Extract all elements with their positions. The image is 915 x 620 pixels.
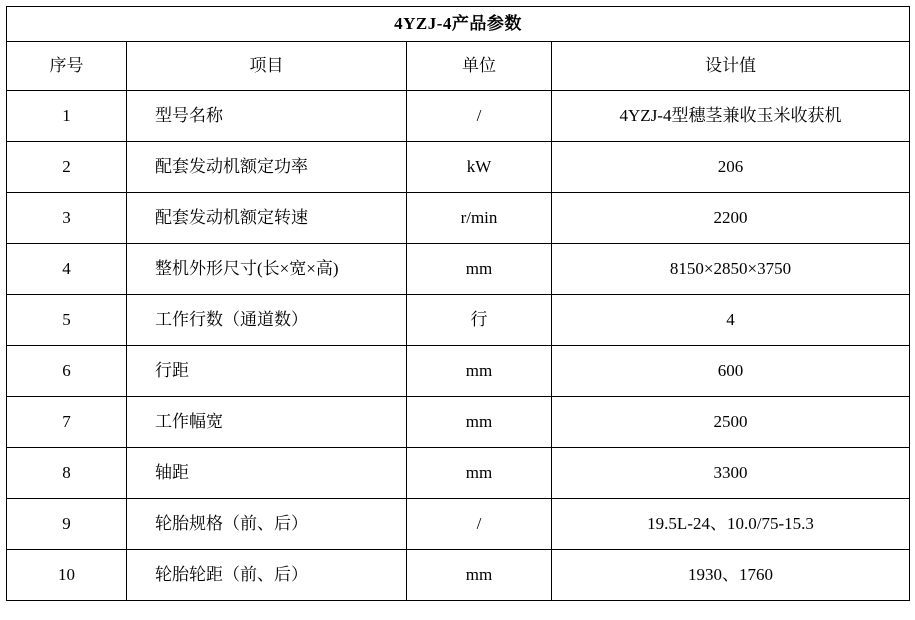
row-no: 10 [7, 550, 127, 601]
table-row [7, 499, 910, 550]
table-row [7, 295, 910, 346]
row-no: 3 [7, 193, 127, 244]
row-item-text: 轴距 [155, 462, 189, 482]
row-item [127, 295, 407, 346]
row-value: 1930、1760 [552, 550, 910, 601]
row-unit: 行 [407, 295, 552, 346]
table-row [7, 193, 910, 244]
row-item-text: 行距 [155, 360, 189, 380]
row-no: 1 [7, 91, 127, 142]
row-item-text: 工作幅宽 [155, 411, 223, 431]
row-item-text: 配套发动机额定转速 [155, 207, 308, 227]
row-item-text: 工作行数（通道数） [155, 309, 308, 329]
row-no: 9 [7, 499, 127, 550]
row-item [127, 142, 407, 193]
row-item [127, 397, 407, 448]
row-item [127, 346, 407, 397]
table-row [7, 397, 910, 448]
row-unit: mm [407, 397, 552, 448]
table-row [7, 550, 910, 601]
row-no: 6 [7, 346, 127, 397]
column-header-value: 设计值 [552, 42, 910, 91]
row-value: 8150×2850×3750 [552, 244, 910, 295]
row-value: 2200 [552, 193, 910, 244]
column-header-unit: 单位 [407, 42, 552, 91]
row-item [127, 244, 407, 295]
row-item [127, 91, 407, 142]
table-row [7, 244, 910, 295]
row-item-text: 轮胎规格（前、后） [155, 513, 308, 533]
row-item [127, 550, 407, 601]
row-no: 2 [7, 142, 127, 193]
table-row [7, 346, 910, 397]
row-item [127, 499, 407, 550]
row-value: 3300 [552, 448, 910, 499]
row-item-text: 配套发动机额定功率 [155, 156, 308, 176]
column-header-item: 项目 [127, 42, 407, 91]
row-unit: mm [407, 448, 552, 499]
row-unit: / [407, 91, 552, 142]
row-no: 5 [7, 295, 127, 346]
row-item-text: 轮胎轮距（前、后） [155, 564, 308, 584]
table-row [7, 142, 910, 193]
row-item [127, 448, 407, 499]
row-value: 19.5L-24、10.0/75-15.3 [552, 499, 910, 550]
row-value: 4YZJ-4型穗茎兼收玉米收获机 [552, 91, 910, 142]
row-unit: kW [407, 142, 552, 193]
row-no: 8 [7, 448, 127, 499]
row-value: 600 [552, 346, 910, 397]
column-header-no: 序号 [7, 42, 127, 91]
row-value: 4 [552, 295, 910, 346]
product-parameter-table [6, 6, 910, 601]
row-item-text: 整机外形尺寸(长×宽×高) [155, 258, 339, 278]
row-unit: / [407, 499, 552, 550]
row-value: 2500 [552, 397, 910, 448]
table-row [7, 91, 910, 142]
row-no: 7 [7, 397, 127, 448]
row-item [127, 193, 407, 244]
row-unit: mm [407, 550, 552, 601]
row-value: 206 [552, 142, 910, 193]
table-header-row [7, 42, 910, 91]
row-unit: mm [407, 346, 552, 397]
row-no: 4 [7, 244, 127, 295]
table-title-row [7, 7, 910, 42]
row-unit: mm [407, 244, 552, 295]
row-item-text: 型号名称 [155, 105, 223, 125]
page-title: 4YZJ-4产品参数 [7, 7, 910, 42]
row-unit: r/min [407, 193, 552, 244]
table-row [7, 448, 910, 499]
